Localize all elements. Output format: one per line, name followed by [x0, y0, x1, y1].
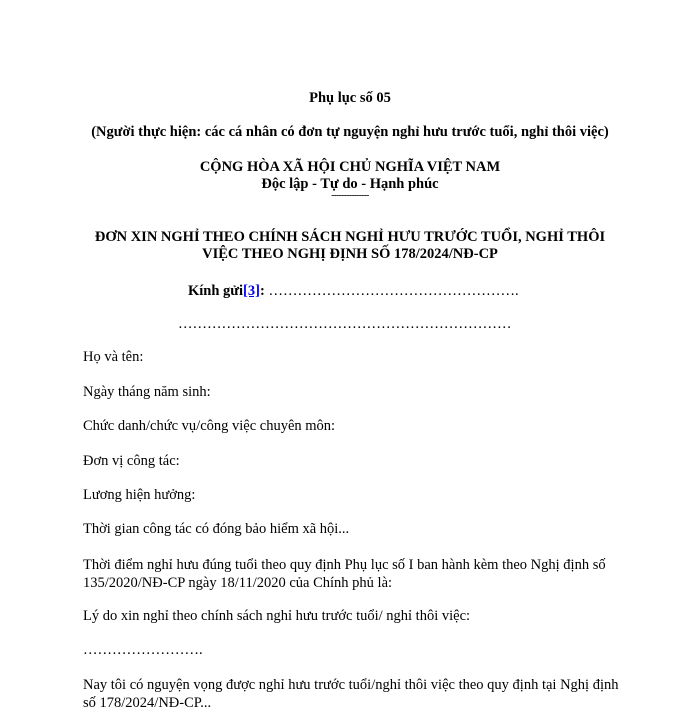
- national-motto: Độc lập - Tự do - Hạnh phúc: [261, 176, 439, 192]
- addressee-reference-link[interactable]: [3]: [243, 283, 260, 299]
- field-dob: Ngày tháng năm sinh:: [83, 384, 211, 400]
- field-salary: Lương hiện hưởng:: [83, 487, 196, 503]
- field-retirement-time: Thời điểm nghỉ hưu đúng tuổi theo quy định Phụ lục số I ban hành kèm theo Nghị định số 135/2020/NĐ-CP ngày 18/11/2020 của Chính phủ là:: [83, 557, 606, 591]
- appendix-title: Phụ lục số 05: [309, 90, 391, 106]
- form-title-line1: ĐƠN XIN NGHỈ THEO CHÍNH SÁCH NGHỈ HƯU TRƯỚC TUỔI, NGHỈ THÔI: [94, 229, 606, 245]
- form-title-line2: VIỆC THEO NGHỊ ĐỊNH SỐ 178/2024/NĐ-CP: [202, 246, 498, 262]
- addressee-label: Kính gửi: [188, 283, 244, 299]
- field-request: Nay tôi có nguyện vọng được nghỉ hưu trước tuổi/nghỉ thôi việc theo quy định tại Nghị định số 178/2024/NĐ-CP...: [83, 677, 619, 711]
- field-reason-dots: …………………….: [83, 642, 203, 658]
- nation-title: CỘNG HÒA XÃ HỘI CHỦ NGHĨA VIỆT NAM: [199, 159, 501, 175]
- field-insurance-time: Thời gian công tác có đóng bảo hiểm xã hội...: [83, 521, 350, 537]
- addressee-line: [188, 283, 519, 300]
- field-reason: Lý do xin nghỉ theo chính sách nghỉ hưu trước tuổi/ nghỉ thôi việc:: [83, 608, 471, 624]
- field-name: Họ và tên:: [83, 349, 144, 365]
- field-position: Chức danh/chức vụ/công việc chuyên môn:: [83, 418, 336, 434]
- field-workplace: Đơn vị công tác:: [83, 453, 180, 469]
- addressee-dots: …………………………………………….: [268, 283, 519, 299]
- performer-note: (Người thực hiện: các cá nhân có đơn tự nguyện nghỉ hưu trước tuổi, nghỉ thôi việc): [91, 124, 609, 140]
- addressee-dots-line2: ……………………………………………………………: [178, 316, 512, 332]
- header-separator: ---------------: [331, 190, 369, 200]
- addressee-colon: :: [259, 283, 265, 299]
